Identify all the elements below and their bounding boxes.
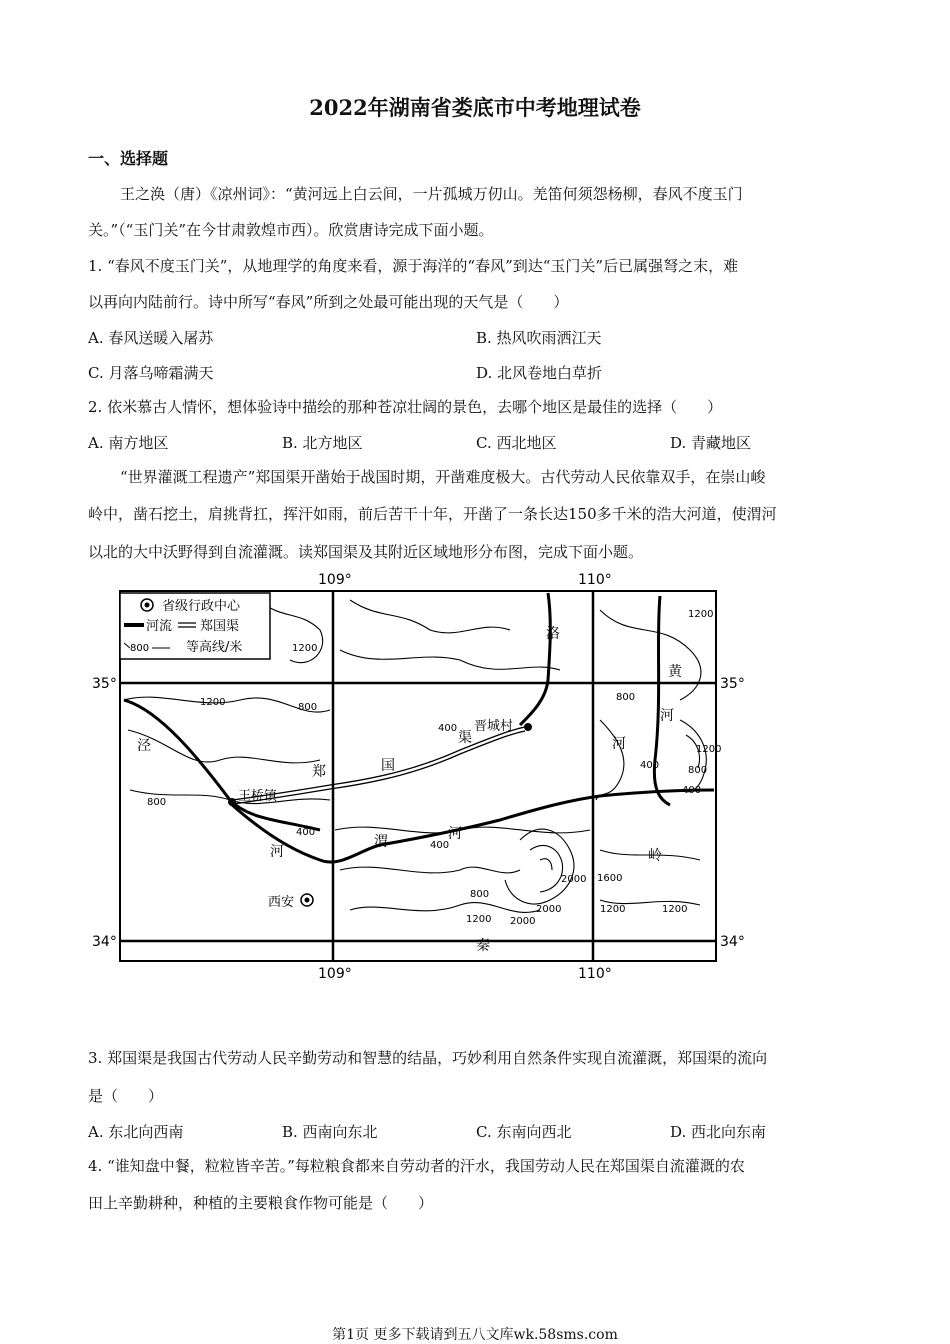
q4-line2: 田上辛勤耕种，种植的主要粮食作物可能是（ ） xyxy=(88,1194,434,1212)
q1-option-c: C. 月落乌啼霜满天 xyxy=(88,364,214,382)
contour-label: 2000 xyxy=(536,904,562,915)
label-qu: 渠 xyxy=(458,730,472,746)
contour-label: 400 xyxy=(430,840,450,851)
legend-canal-label: 郑国渠 xyxy=(200,619,240,634)
q1-line2: 以再向内陆前行。诗中所写“春风”所到之处最可能出现的天气是（ ） xyxy=(88,293,569,311)
latitude-35-left: 35° xyxy=(92,676,117,692)
intro1-line1: 王之涣（唐）《凉州词》：“黄河远上白云间，一片孤城万仞山。羌笛何须怨杨柳，春风不度玉门 xyxy=(120,185,743,203)
intro2-line1: “世界灌溉工程遗产”郑国渠开凿始于战国时期，开凿难度极大。古代劳动人民依靠双手，在崇山峻 xyxy=(120,468,766,486)
label-luo: 洛 xyxy=(546,626,560,642)
place-xian: 西安 xyxy=(268,895,295,910)
place-jincheng: 晋城村 xyxy=(474,719,514,734)
q4-line1: 4. “谁知盘中餐，粒粒皆辛苦。”每粒粮食都来自劳动者的汗水，我国劳动人民在郑国渠自流灌溉的农 xyxy=(88,1157,745,1175)
contour-label: 800 xyxy=(616,692,636,703)
contour-label: 1200 xyxy=(662,904,688,915)
q3-line1: 3. 郑国渠是我国古代劳动人民辛勤劳动和智慧的结晶，巧妙利用自然条件实现自流灌溉，郑国渠的流向 xyxy=(88,1049,768,1067)
label-guo: 国 xyxy=(381,758,395,774)
q2-option-c: C. 西北地区 xyxy=(476,434,557,452)
intro1-line2: 关。”（“玉门关”在今甘肃敦煌市西）。欣赏唐诗完成下面小题。 xyxy=(88,221,494,239)
contour-label: 1200 xyxy=(200,697,226,708)
q1-option-a: A. 春风送暖入屠苏 xyxy=(88,329,214,347)
legend-capital-label: 省级行政中心 xyxy=(162,599,241,614)
label-jing-he: 河 xyxy=(270,844,284,860)
latitude-34-left: 34° xyxy=(92,934,117,950)
legend-contour-sample: 800 xyxy=(130,643,150,654)
intro2-line2: 岭中，凿石挖土，肩挑背扛，挥汗如雨，前后苦干十年，开凿了一条长达150多千米的浩大河道，使渭河 xyxy=(88,505,777,523)
contour-label: 2000 xyxy=(561,874,587,885)
page-footer: 第1页 更多下载请到五八文库wk.58sms.com xyxy=(332,1327,618,1343)
q3-option-b: B. 西南向东北 xyxy=(282,1123,378,1141)
contour-label: 2000 xyxy=(510,916,536,927)
legend-river-label: 河流 xyxy=(146,619,173,634)
label-qin: 秦 xyxy=(476,938,490,954)
intro2-line3: 以北的大中沃野得到自流灌溉。读郑国渠及其附近区域地形分布图，完成下面小题。 xyxy=(88,543,644,561)
q2-line1: 2. 依米慕古人情怀，想体验诗中描绘的那种苍凉壮阔的景色，去哪个地区是最佳的选择（ ） xyxy=(88,398,723,416)
q1-option-b: B. 热风吹雨洒江天 xyxy=(476,329,602,347)
q2-option-b: B. 北方地区 xyxy=(282,434,363,452)
contour-label: 800 xyxy=(470,889,490,900)
longitude-110-top: 110° xyxy=(578,572,612,588)
section-heading: 一、选择题 xyxy=(88,149,169,168)
contour-label: 1200 xyxy=(292,643,318,654)
longitude-109-top: 109° xyxy=(318,572,352,588)
q3-line2: 是（ ） xyxy=(88,1087,164,1105)
contour-label: 1200 xyxy=(688,609,714,620)
contour-label: 400 xyxy=(296,827,316,838)
latitude-34-right: 34° xyxy=(720,934,745,950)
place-wangqiao: 王桥镇 xyxy=(238,789,278,804)
label-luo-he: 河 xyxy=(612,736,626,752)
q3-option-c: C. 东南向西北 xyxy=(476,1123,572,1141)
contour-label: 400 xyxy=(640,760,660,771)
q1-line1: 1. “春风不度玉门关”，从地理学的角度来看，源于海洋的“春风”到达“玉门关”后已属强弩之末，难 xyxy=(88,257,739,275)
label-huang-he: 河 xyxy=(660,708,674,724)
contour-label: 1200 xyxy=(466,914,492,925)
longitude-109-bottom: 109° xyxy=(318,966,352,982)
label-wei-he: 河 xyxy=(448,826,462,842)
label-zheng: 郑 xyxy=(312,764,326,780)
contour-label: 400 xyxy=(438,723,458,734)
contour-label: 800 xyxy=(688,765,708,776)
label-ling: 岭 xyxy=(648,848,662,864)
q2-option-a: A. 南方地区 xyxy=(88,434,169,452)
label-jing: 泾 xyxy=(137,738,151,754)
page-title: 2022年湖南省娄底市中考地理试卷 xyxy=(309,95,641,120)
q3-option-d: D. 西北向东南 xyxy=(670,1123,767,1141)
contour-label: 800 xyxy=(147,797,167,808)
contour-label: 400 xyxy=(682,785,702,796)
label-wei: 渭 xyxy=(374,834,388,850)
legend-contour-label: 等高线/米 xyxy=(186,640,243,655)
q1-option-d: D. 北风卷地白草折 xyxy=(476,364,603,382)
latitude-35-right: 35° xyxy=(720,676,745,692)
label-huang: 黄 xyxy=(668,664,682,680)
contour-label: 1200 xyxy=(600,904,626,915)
q3-option-a: A. 东北向西南 xyxy=(88,1123,184,1141)
contour-label: 1200 xyxy=(696,744,722,755)
longitude-110-bottom: 110° xyxy=(578,966,612,982)
contour-label: 800 xyxy=(298,702,318,713)
q2-option-d: D. 青藏地区 xyxy=(670,434,752,452)
contour-label: 1600 xyxy=(597,873,623,884)
